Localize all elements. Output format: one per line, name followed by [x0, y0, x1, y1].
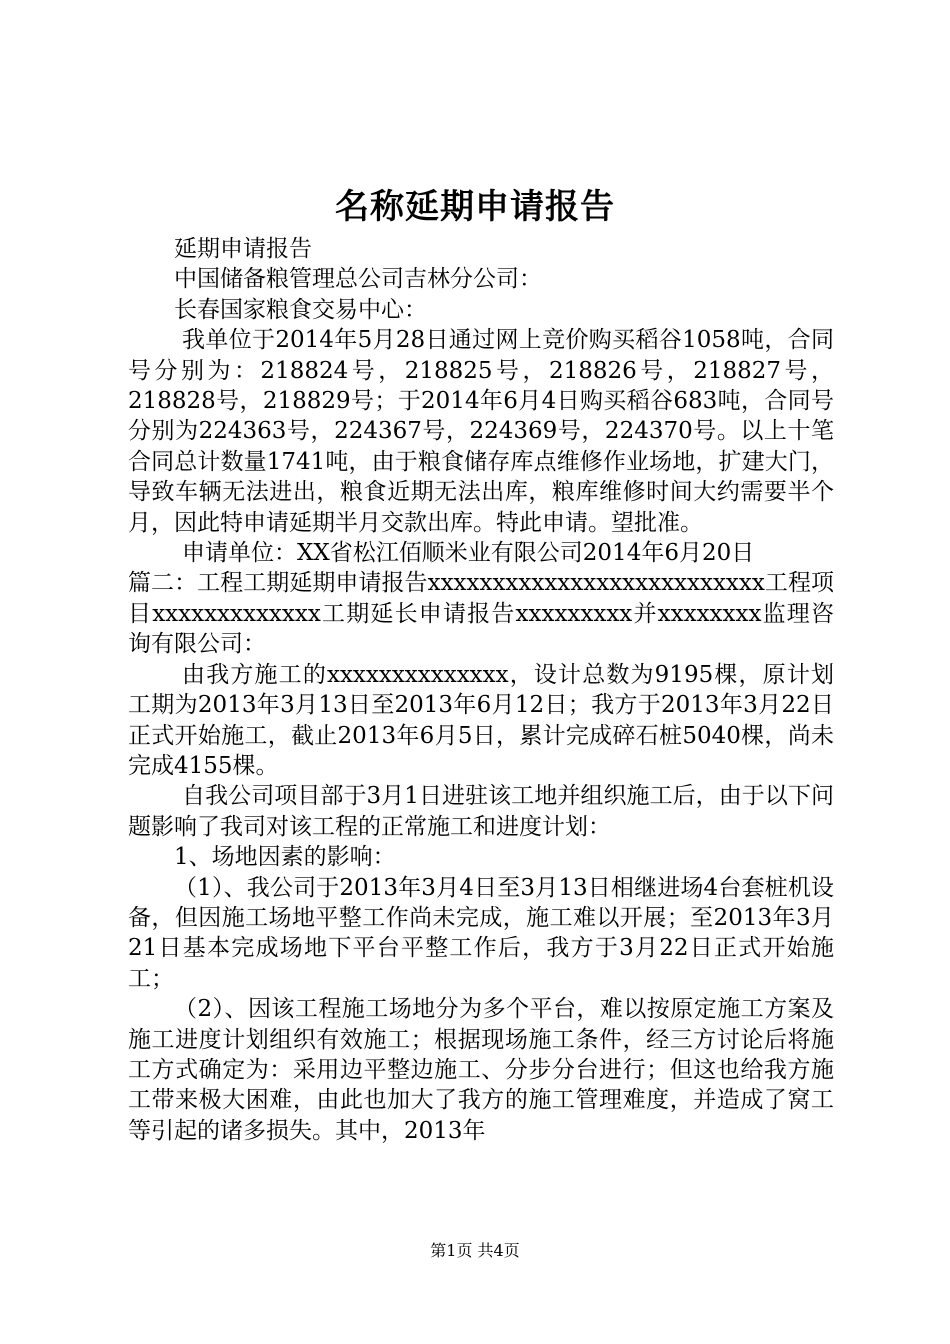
paragraph-request-body: 我单位于2014年5月28日通过网上竞价购买稻谷1058吨，合同号分别为：218824号，218825号，218826号，218827号，218828号，218829号；于2014年6月4日购买稻谷683吨，合同号分别为224363号，224367号，224369号，224370号。以上十笔合同总计数量1741吨，由于粮食储存库点维修作业场地，扩建大门，导致车辆无法进出，粮食近期无法出库，粮库维修时间大约需要半个月，因此特申请延期半月交款出库。特此申请。望批准。 — [128, 327, 834, 536]
paragraph-item-1: （1）、我公司于2013年3月4日至3月13日相继进场4台套桩机设备，但因施工场地平整工作尚未完成，施工难以开展；至2013年3月21日基本完成场地下平台平整工作后，我方于3月22日正式开始施工； — [128, 874, 834, 992]
paragraph-recipient-1: 中国储备粮管理总公司吉林分公司： — [174, 266, 542, 293]
paragraph-item-2: （2）、因该工程施工场地分为多个平台，难以按原定施工方案及施工进度计划组织有效施工；根据现场施工条件，经三方讨论后将施工方式确定为：采用边平整边施工、分步分台进行；但这也给我方施工带来极大困难，由此也加大了我方的施工管理难度，并造成了窝工等引起的诸多损失。其中，2013年 — [128, 996, 834, 1144]
document-title: 名称延期申请报告 — [335, 187, 615, 227]
paragraph-site-factors: 1、场地因素的影响： — [174, 844, 396, 871]
paragraph-problems-intro: 自我公司项目部于3月1日进驻该工地并组织施工后，由于以下问题影响了我司对该工程的正常施工和进度计划： — [128, 783, 834, 840]
paragraph-section-two: 篇二：工程工期延期申请报告xxxxxxxxxxxxxxxxxxxxxxxxxx工程项目xxxxxxxxxxxxx工期延长申请报告xxxxxxxxx并xxxxxxxx监理咨询有限公司： — [128, 570, 834, 658]
page-footer: 第1页 共4页 — [430, 1241, 520, 1260]
document-body — [128, 234, 834, 1146]
paragraph-heading: 延期申请报告 — [174, 236, 312, 262]
paragraph-progress: 由我方施工的xxxxxxxxxxxxxx，设计总数为9195棵，原计划工期为2013年3月13日至2013年6月12日；我方于2013年3月22日正式开始施工，截止2013年6月5日，累计完成碎石桩5040棵，尚未完成4155棵。 — [128, 661, 834, 779]
paragraph-recipient-2: 长春国家粮食交易中心： — [174, 296, 427, 323]
paragraph-applicant: 申请单位：XX省松江佰顺米业有限公司2014年6月20日 — [182, 540, 755, 567]
